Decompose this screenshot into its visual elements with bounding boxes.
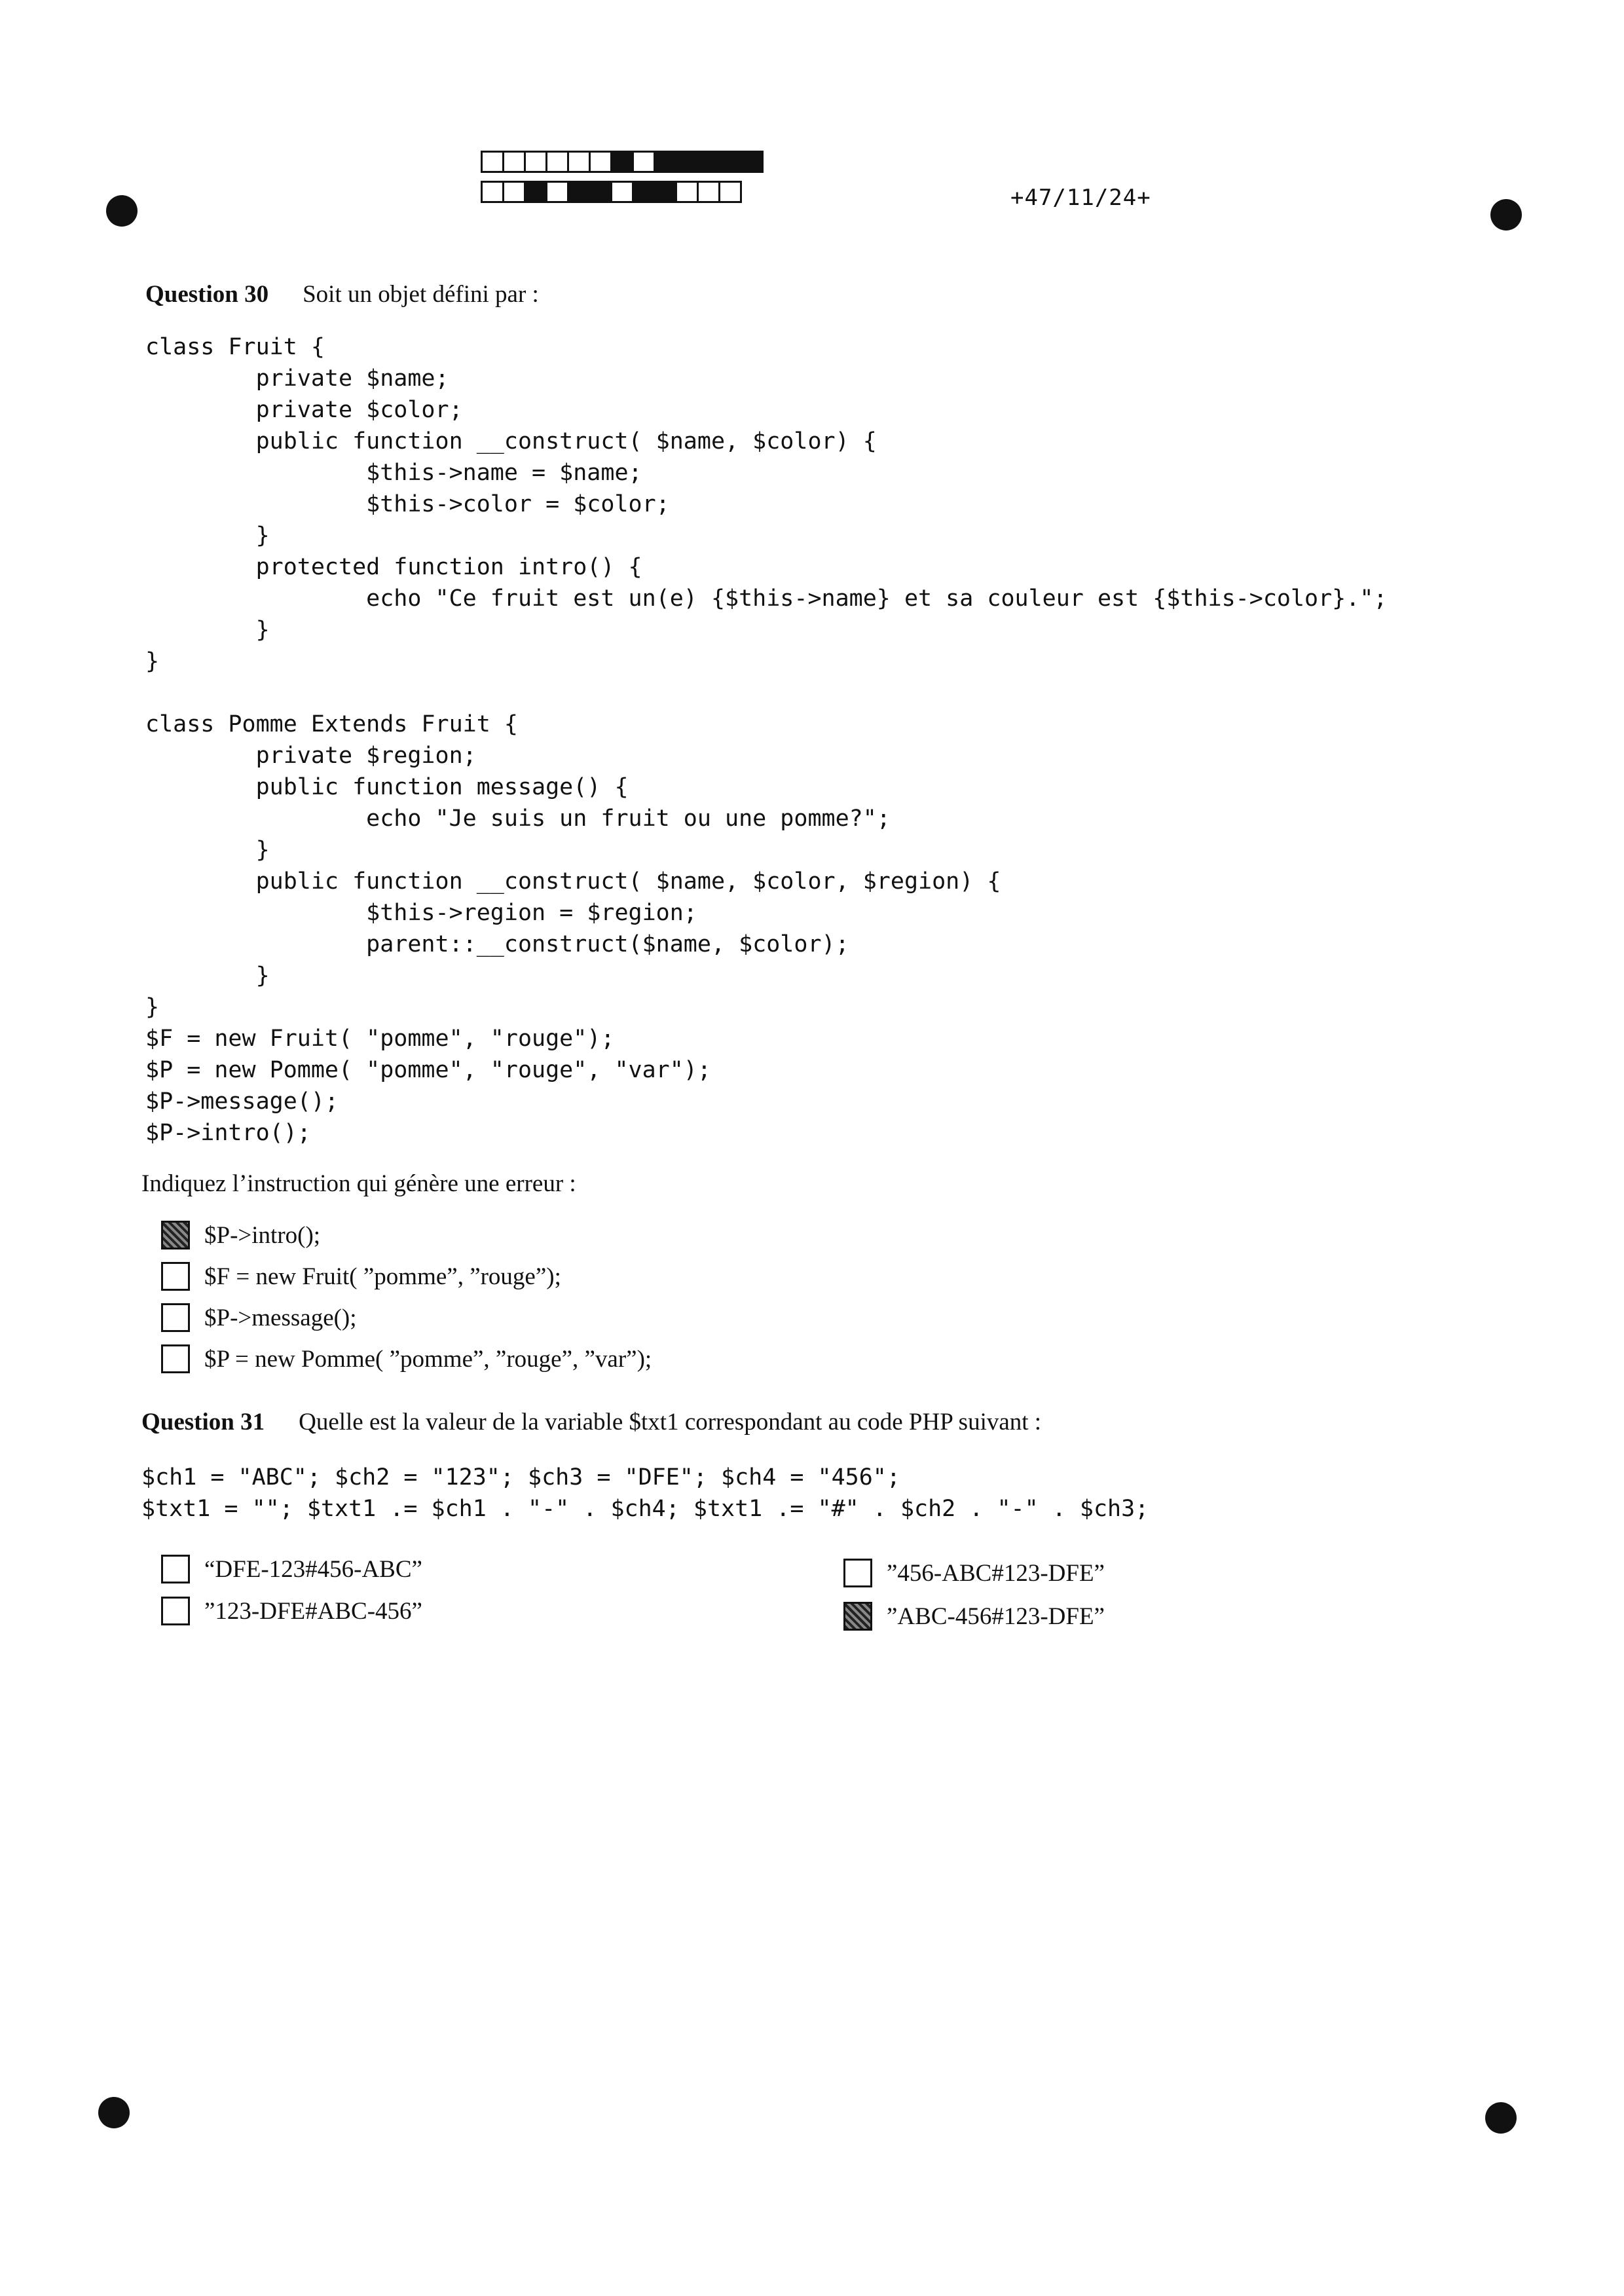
q30-option-4[interactable] — [161, 1344, 652, 1373]
q31-option-3[interactable] — [843, 1559, 1105, 1587]
question-31-heading — [141, 1408, 1041, 1436]
barcode-cell — [524, 181, 547, 203]
registration-mark-top-left — [106, 195, 138, 227]
q31-option-4-checkbox[interactable] — [843, 1602, 872, 1631]
barcode-cell — [654, 181, 677, 203]
question-31-code: $ch1 = "ABC"; $ch2 = "123"; $ch3 = "DFE"; $ch4 = "456"; $txt1 = ""; $txt1 .= $ch1 . "-" . $ch4; $txt1 .= "#" . $ch2 . "-" . $ch3; — [141, 1464, 1149, 1522]
barcode-cell — [675, 181, 699, 203]
q30-option-1[interactable] — [161, 1221, 320, 1250]
q31-option-1-label: “DFE-123#456-ABC” — [204, 1555, 422, 1583]
question-30-code: class Fruit { private $name; private $color; public function __construct( $name, $color) { $this->name = $name; $this->color = $color; } protected function intro() { echo "Ce fruit est un(e) {$this->name} et sa couleur est {$this->color}."; } } class Pomme Extends Fruit { private $region; public function message() { echo "Je suis un fruit ou une pomme?"; } public function __construct( $name, $color, $region) { $this->region = $region; parent::__construct($name, $color); } } $F = new Fruit( "pomme", "rouge"); $P = new Pomme( "pomme", "rouge", "var"); $P->message(); $P->intro(); — [145, 334, 1388, 1146]
barcode-cell — [632, 151, 655, 173]
q30-option-3-label: $P->message(); — [204, 1304, 357, 1331]
question-31-intro: Quelle est la valeur de la variable $txt1 correspondant au code PHP suivant : — [299, 1409, 1042, 1435]
question-31-number: Question 31 — [141, 1409, 265, 1435]
q30-option-2[interactable] — [161, 1262, 561, 1291]
barcode-cell — [502, 151, 526, 173]
barcode-cell — [481, 181, 504, 203]
barcode-cell — [524, 151, 547, 173]
q30-option-4-checkbox[interactable] — [161, 1344, 190, 1373]
barcode-row-top — [481, 151, 762, 173]
question-30-number: Question 30 — [145, 281, 269, 308]
q31-option-3-label: ”456-ABC#123-DFE” — [887, 1559, 1105, 1587]
q31-option-4[interactable] — [843, 1602, 1105, 1631]
q30-option-2-label: $F = new Fruit( ”pomme”, ”rouge”); — [204, 1263, 561, 1290]
q30-option-4-label: $P = new Pomme( ”pomme”, ”rouge”, ”var”); — [204, 1345, 652, 1373]
barcode-cell — [697, 181, 720, 203]
question-30-intro: Soit un objet défini par : — [303, 281, 539, 308]
q31-option-2-label: ”123-DFE#ABC-456” — [204, 1597, 422, 1625]
q31-option-1-checkbox[interactable] — [161, 1555, 190, 1583]
q30-option-1-label: $P->intro(); — [204, 1221, 321, 1249]
barcode-cell — [567, 181, 591, 203]
q31-option-2-checkbox[interactable] — [161, 1597, 190, 1625]
q30-option-1-checkbox[interactable] — [161, 1221, 190, 1250]
barcode-cell — [502, 181, 526, 203]
q30-option-3[interactable] — [161, 1303, 357, 1332]
barcode-row-bottom — [481, 181, 740, 203]
question-30-prompt: Indiquez l’instruction qui génère une erreur : — [141, 1170, 576, 1197]
barcode-cell — [589, 181, 612, 203]
q30-option-3-checkbox[interactable] — [161, 1303, 190, 1332]
q31-option-2[interactable] — [161, 1597, 422, 1625]
barcode-cell — [675, 151, 699, 173]
barcode-cell — [632, 181, 655, 203]
barcode-cell — [718, 151, 742, 173]
barcode-cell — [718, 181, 742, 203]
q31-option-3-checkbox[interactable] — [843, 1559, 872, 1587]
barcode-cell — [697, 151, 720, 173]
barcode-cell — [610, 181, 634, 203]
q31-option-4-label: ”ABC-456#123-DFE” — [887, 1602, 1105, 1630]
q30-option-2-checkbox[interactable] — [161, 1262, 190, 1291]
sheet-id: +47/11/24+ — [1010, 185, 1151, 211]
barcode-cell — [654, 151, 677, 173]
registration-mark-bottom-right — [1485, 2102, 1517, 2134]
q31-option-1[interactable] — [161, 1555, 422, 1583]
barcode-cell — [740, 151, 764, 173]
barcode-cell — [589, 151, 612, 173]
registration-mark-top-right — [1490, 199, 1522, 231]
question-30-heading — [145, 280, 539, 308]
barcode-cell — [610, 151, 634, 173]
barcode-cell — [545, 151, 569, 173]
registration-mark-bottom-left — [98, 2097, 130, 2128]
barcode-cell — [545, 181, 569, 203]
barcode-cell — [481, 151, 504, 173]
barcode-cell — [567, 151, 591, 173]
